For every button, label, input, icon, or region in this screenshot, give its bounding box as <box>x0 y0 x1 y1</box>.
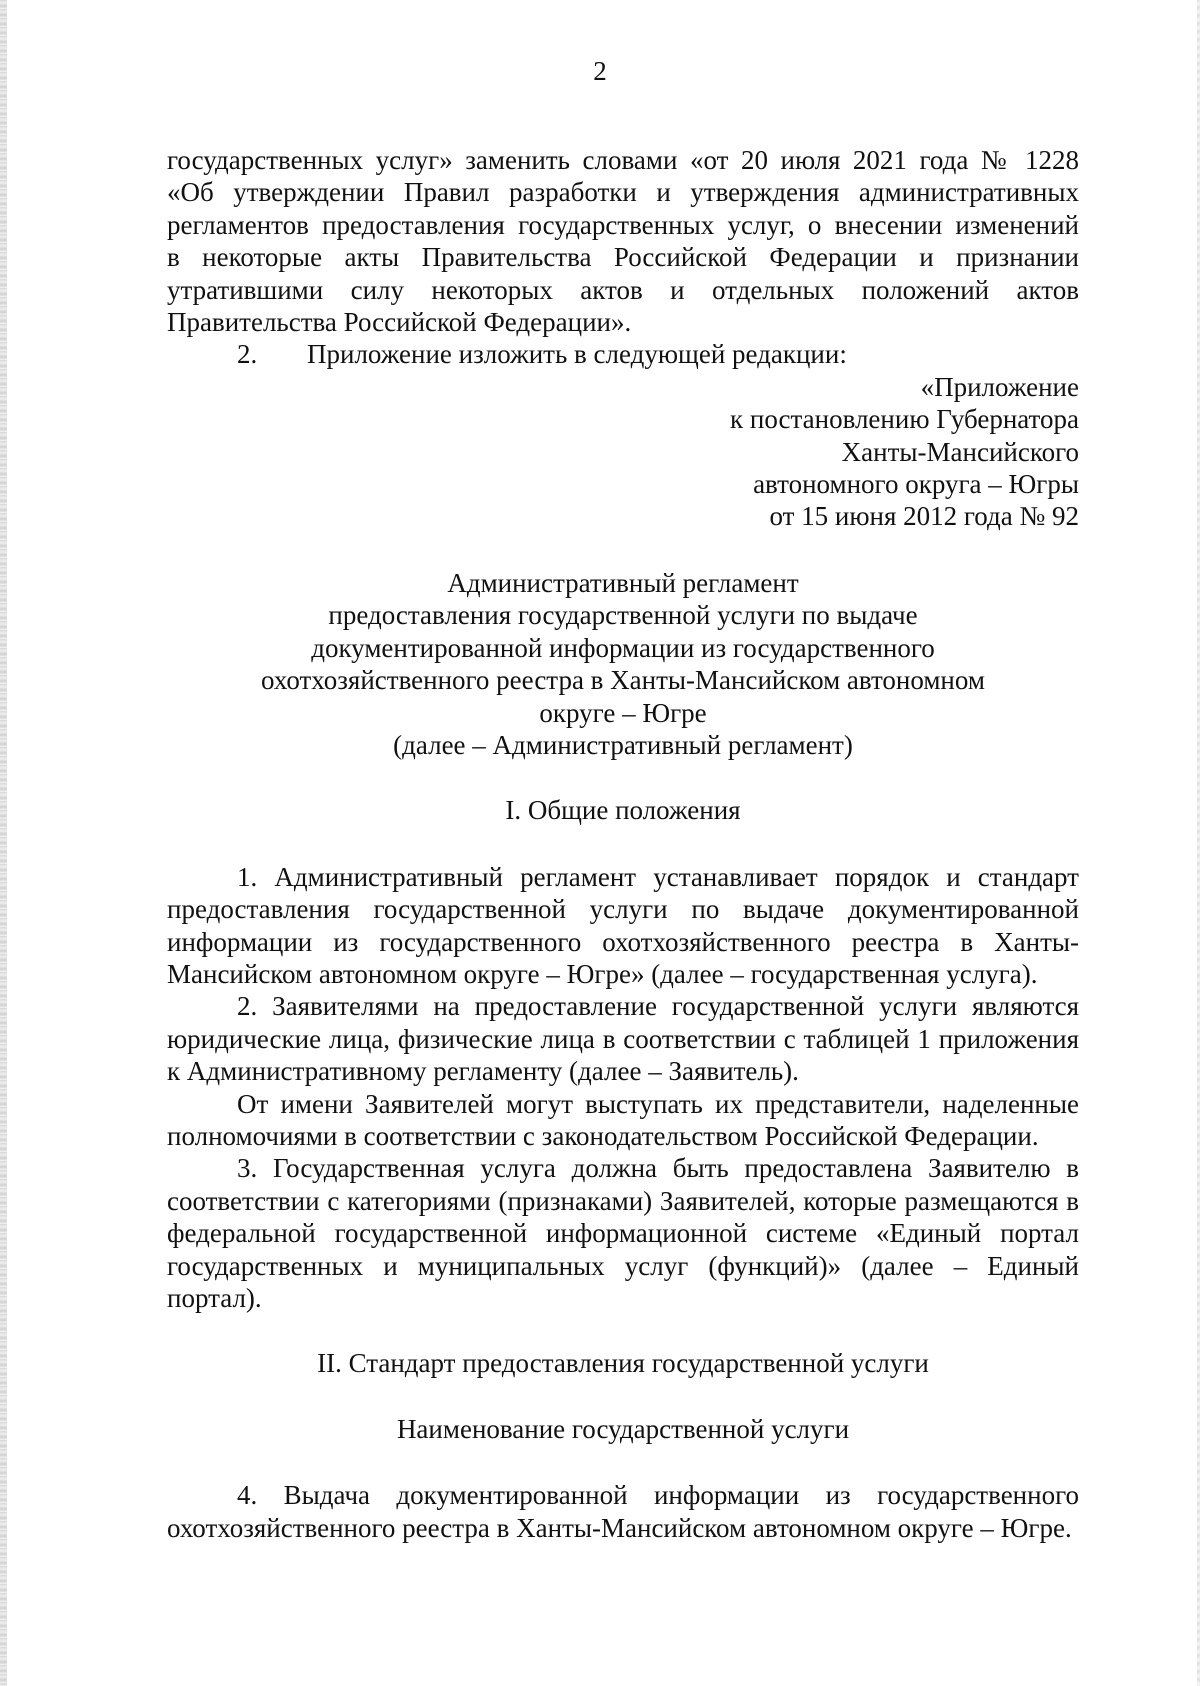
section-1-body <box>167 861 1079 1315</box>
section-1-paragraph: 2. Заявителями на предоставление государственной услуги являются юридические лица, физические лица в соответствии с таблицей 1 приложения к Административному регламенту (далее – Заявитель). <box>167 991 1079 1087</box>
regulation-title-line: (далее – Административный регламент) <box>393 729 853 760</box>
appendix-header-line: от 15 июня 2012 года № 92 <box>769 501 1079 532</box>
regulation-title-line: предоставления государственной услуги по выдаче <box>328 600 918 631</box>
page-number: 2 <box>593 56 607 86</box>
appendix-header-line: «Приложение <box>920 371 1079 402</box>
section-1-heading: I. Общие положения <box>505 795 741 826</box>
amendment-item-text: Приложение изложить в следующей редакции: <box>307 339 847 370</box>
section-1-paragraph: 3. Государственная услуга должна быть предоставлена Заявителю в соответствии с категориями (признаками) Заявителей, которые размещаются в федеральной государственной информационной системе «Единый портал государственных и муниципальных услуг (функций)» (далее – Единый портал). <box>167 1153 1079 1313</box>
document-body <box>167 144 1079 1544</box>
appendix-header-line: Ханты-Мансийского <box>841 436 1079 467</box>
intro-line: «Об утверждении Правил разработки и утверждения административных <box>167 177 1079 208</box>
intro-line: регламентов предоставления государственных услуг, о внесении изменений <box>167 209 1079 240</box>
regulation-title-line: округе – Югре <box>539 697 707 728</box>
appendix-header-line: к постановлению Губернатора <box>730 404 1079 435</box>
amendment-item-number: 2. <box>237 339 258 370</box>
appendix-header <box>167 371 1079 533</box>
regulation-title-line: Административный регламент <box>447 567 799 598</box>
section-2-body <box>167 1479 1079 1544</box>
amendment-item-2 <box>167 338 1079 370</box>
regulation-title-line: охотхозяйственного реестра в Ханты-Мансийском автономном <box>261 665 985 696</box>
section-1-paragraph: От имени Заявителей могут выступать их представители, наделенные полномочиями в соответствии с законодательством Российской Федерации. <box>167 1088 1079 1151</box>
scan-edge-left <box>0 0 7 1686</box>
appendix-header-line: автономного округа – Югры <box>753 469 1079 500</box>
regulation-title-line: документированной информации из государственного <box>311 632 935 663</box>
section-2-paragraph: 4. Выдача документированной информации из государственного охотхозяйственного реестра в Ханты-Мансийском автономном округе – Югре. <box>167 1480 1079 1543</box>
regulation-title <box>167 567 1079 761</box>
intro-line: государственных услуг» заменить словами «от 20 июля 2021 года № 1228 <box>167 145 1079 175</box>
section-1-paragraph: 1. Административный регламент устанавливает порядок и стандарт предоставления государственной услуги по выдаче документированной информации из государственного охотхозяйственного реестра в Ханты-Мансийском автономном округе – Югре» (далее – государственная услуга). <box>167 861 1079 989</box>
subsection-heading: Наименование государственной услуги <box>396 1413 850 1444</box>
intro-line: Правительства Российской Федерации». <box>167 307 632 338</box>
section-2-heading: II. Стандарт предоставления государственной услуги <box>317 1348 929 1379</box>
intro-line: утратившими силу некоторых актов и отдельных положений актов <box>167 274 1079 305</box>
intro-line: в некоторые акты Правительства Российской Федерации и признании <box>167 242 1079 273</box>
intro-paragraph <box>167 144 1079 338</box>
